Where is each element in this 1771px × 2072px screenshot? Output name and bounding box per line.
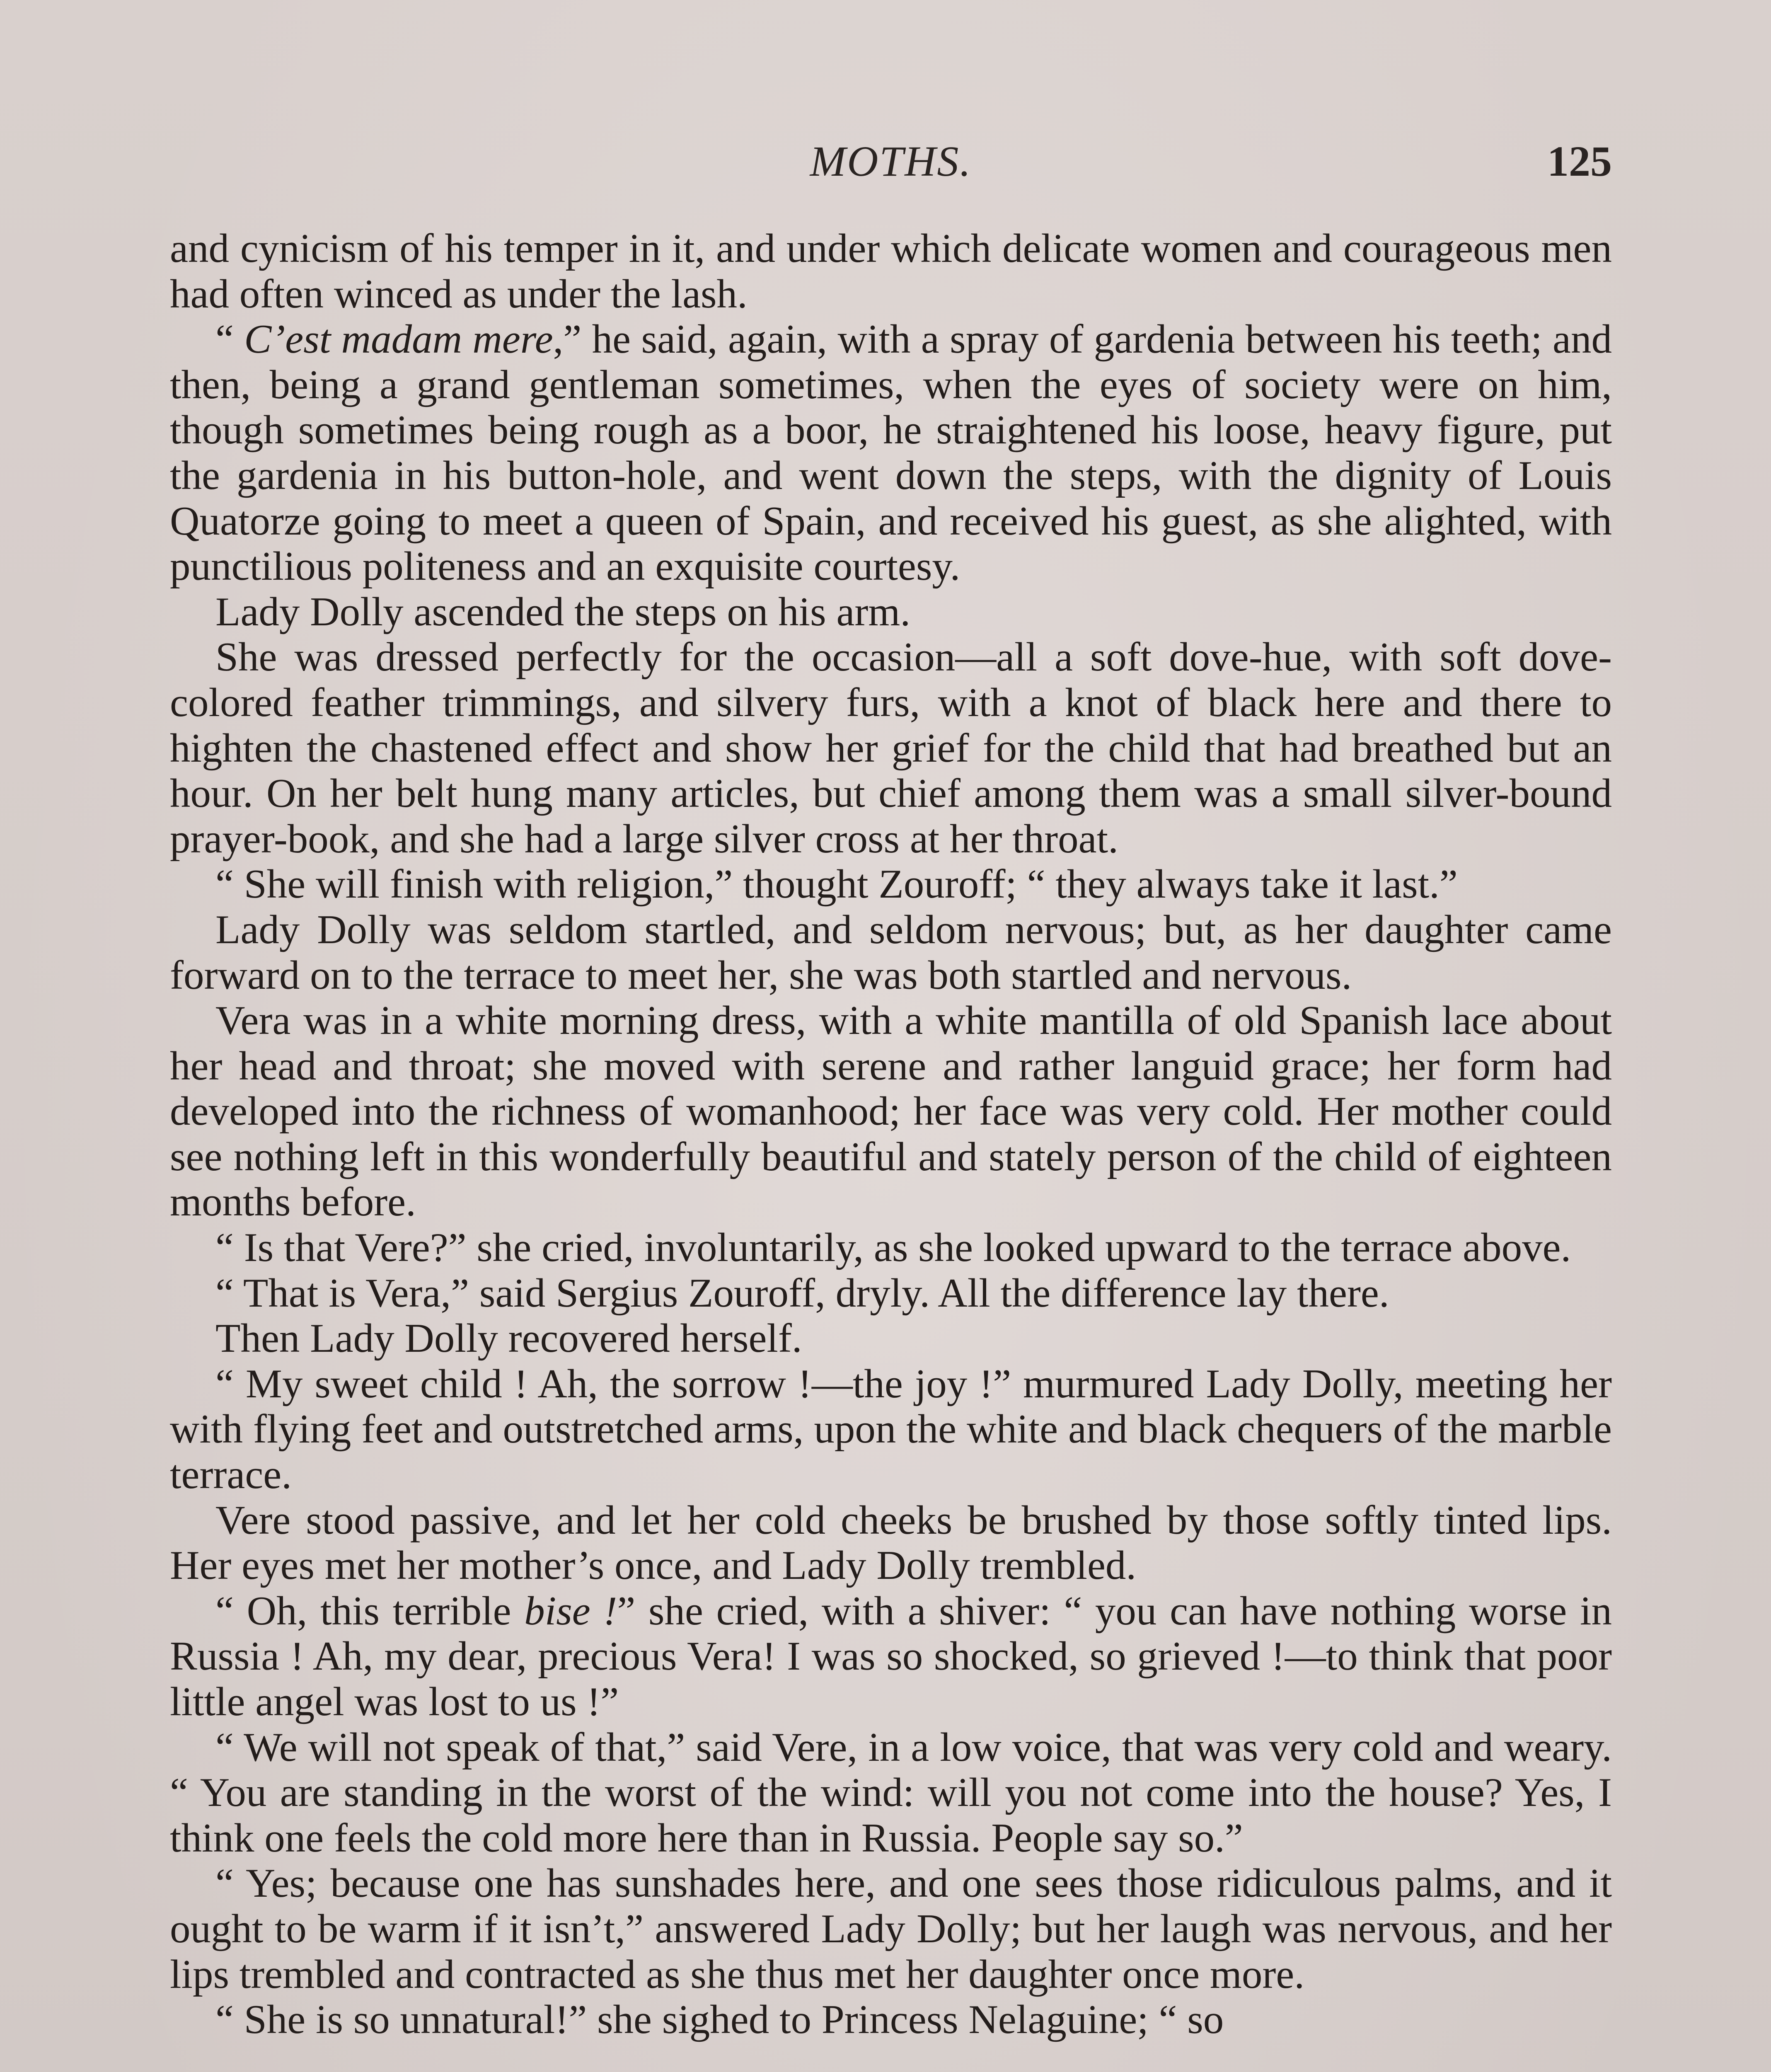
text-run: “ Yes; because one has sunshades here, and one sees those ridiculous palms, and it ought to be warm if it isn’t,” answered Lady Dolly; but her laugh was nervous, and her lips trembled and contracted as she thus met her daughter once more.	[170, 1861, 1612, 1997]
paragraph	[170, 317, 1612, 589]
text-run: “ Is that Vere?” she cried, involuntarily, as she looked upward to the terrace above.	[215, 1225, 1571, 1271]
paragraph	[170, 226, 1612, 317]
paragraph	[170, 1997, 1612, 2043]
text-run: Lady Dolly ascended the steps on his arm.	[215, 589, 911, 634]
paragraph	[170, 998, 1612, 1225]
text-run: “ My sweet child ! Ah, the sorrow !—the joy !” murmured Lady Dolly, meeting her with flying feet and outstretched arms, upon the white and black chequers of the marble terrace.	[170, 1361, 1612, 1498]
paragraph	[170, 589, 1612, 635]
paragraph	[170, 1271, 1612, 1316]
text-run: “	[215, 317, 244, 362]
text-run: ” she cried, with a shiver: “ you can have nothing worse in Russia ! Ah, my dear, precious Vera! I was so shocked, so grieved !—to think that poor little angel was lost to us !”	[170, 1588, 1612, 1724]
paragraph	[170, 907, 1612, 998]
running-title: MOTHS.	[810, 138, 972, 185]
text-run: Lady Dolly was seldom startled, and seldom nervous; but, as her daughter came forward on to the terrace to meet her, she was both startled and nervous.	[170, 907, 1612, 998]
page-number: 125	[1547, 138, 1612, 185]
text-run: “ She is so unnatural!” she sighed to Princess Nelaguine; “ so	[215, 1997, 1224, 2043]
text-run: Vere stood passive, and let her cold cheeks be brushed by those softly tinted lips. Her eyes met her mother’s once, and Lady Dolly trembled.	[170, 1497, 1612, 1588]
paragraph	[170, 862, 1612, 907]
text-run: Then Lady Dolly recovered herself.	[215, 1316, 802, 1361]
paragraph	[170, 1498, 1612, 1588]
text-run: “ That is Vera,” said Sergius Zouroff, dryly. All the difference lay there.	[215, 1270, 1389, 1316]
text-run: “ We will not speak of that,” said Vere, in a low voice, that was very cold and weary. “ You are standing in the worst of the wind: will you not come into the house? Yes, I think one feels the cold more here than in Russia. People say so.”	[170, 1724, 1612, 1861]
paragraph	[170, 1725, 1612, 1861]
italic-text: bise !	[524, 1588, 617, 1634]
text-run: ,” he said, again, with a spray of gardenia between his teeth; and then, being a grand gentleman sometimes, when the eyes of society were on him, though sometimes being rough as a boor, he straightened his loose, heavy figure, put the gardenia in his button-hole, and went down the steps, with the dignity of Louis Quatorze going to meet a queen of Spain, and received his guest, as she alighted, with punctilious politeness and an exquisite courtesy.	[170, 317, 1612, 589]
text-run: “ She will finish with religion,” thought Zouroff; “ they always take it last.”	[215, 862, 1458, 907]
paragraph	[170, 1861, 1612, 1997]
paragraph	[170, 1588, 1612, 1725]
running-head	[170, 137, 1612, 195]
paragraph	[170, 634, 1612, 862]
body-text	[170, 226, 1612, 2043]
text-run: Vera was in a white morning dress, with a white mantilla of old Spanish lace about her head and throat; she moved with serene and rather languid grace; her form had developed into the richness of womanhood; her face was very cold. Her mother could see nothing left in this wonderfully beautiful and stately person of the child of eighteen months before.	[170, 998, 1612, 1225]
text-run: and cynicism of his temper in it, and under which delicate women and courageous men had often winced as under the lash.	[170, 226, 1612, 317]
paragraph	[170, 1225, 1612, 1271]
paragraph	[170, 1361, 1612, 1498]
italic-text: C’est madam mere	[244, 317, 553, 362]
paragraph	[170, 1316, 1612, 1361]
text-run: She was dressed perfectly for the occasion—all a soft dove-hue, with soft dove-colored feather trimmings, and silvery furs, with a knot of black here and there to highten the chastened effect and show her grief for the child that had breathed but an hour. On her belt hung many articles, but chief among them was a small silver-bound prayer-book, and she had a large silver cross at her throat.	[170, 634, 1612, 862]
text-run: “ Oh, this terrible	[215, 1588, 525, 1634]
